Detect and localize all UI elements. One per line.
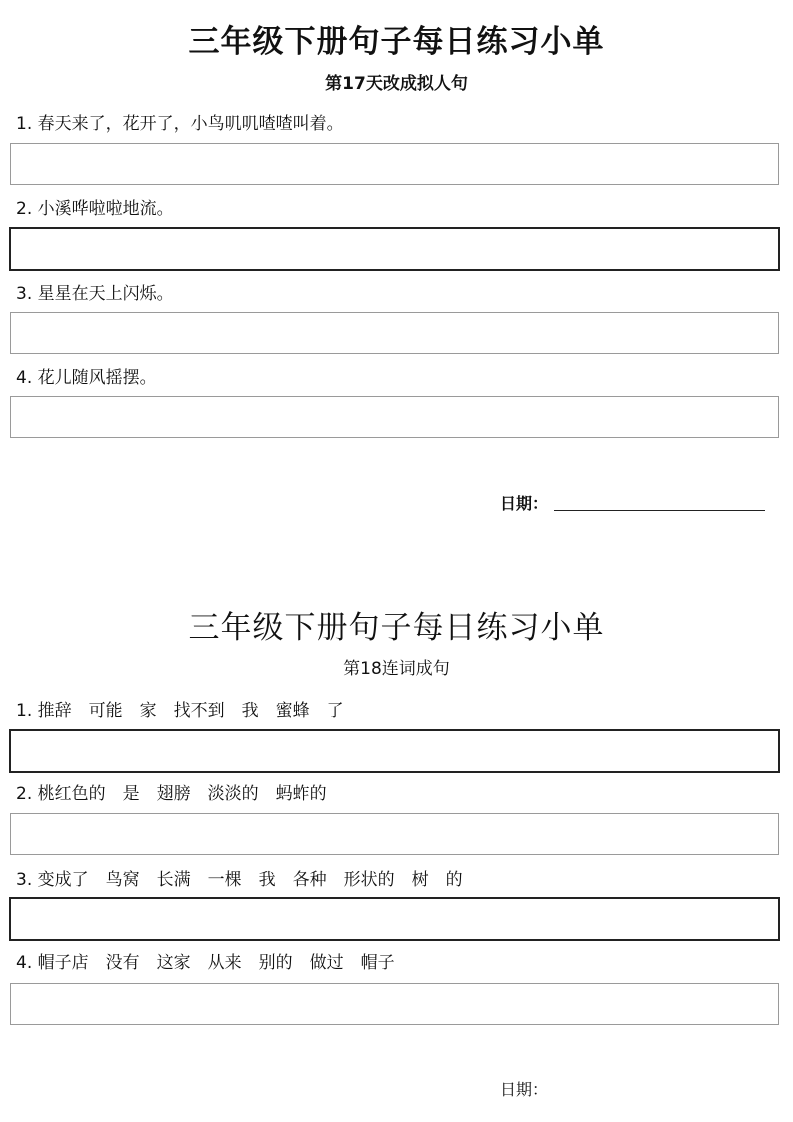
sheet-2-question-3: 3. 变成了 鸟窝 长满 一棵 我 各种 形状的 树 的 — [16, 870, 463, 890]
sheet-1-answer-box-2[interactable] — [9, 227, 780, 271]
sheet-1-question-3: 3. 星星在天上闪烁。 — [16, 284, 174, 304]
sheet-1-question-4: 4. 花儿随风摇摆。 — [16, 368, 157, 388]
sheet-2-answer-box-3[interactable] — [9, 897, 780, 941]
sheet-2-answer-box-4[interactable] — [10, 983, 779, 1025]
sheet-2-question-1: 1. 推辞 可能 家 找不到 我 蜜蜂 了 — [16, 701, 344, 721]
sheet-1-question-1: 1. 春天来了，花开了，小鸟叽叽喳喳叫着。 — [16, 114, 344, 134]
sheet-1-title: 三年级下册句子每日练习小单 — [188, 24, 605, 60]
sheet-1-answer-box-1[interactable] — [10, 143, 779, 185]
sheet-1-answer-box-4[interactable] — [10, 396, 779, 438]
sheet-2-date-label: 日期： — [500, 1080, 549, 1099]
sheet-2-question-2: 2. 桃红色的 是 翅膀 淡淡的 蚂蚱的 — [16, 784, 327, 804]
sheet-2-question-4: 4. 帽子店 没有 这家 从来 别的 做过 帽子 — [16, 953, 395, 973]
sheet-2-answer-box-2[interactable] — [10, 813, 779, 855]
sheet-1-answer-box-3[interactable] — [10, 312, 779, 354]
sheet-1-date-label: 日期： — [500, 494, 549, 513]
sheet-1-date-line[interactable] — [554, 510, 765, 511]
sheet-2-subtitle: 第18连词成句 — [343, 659, 450, 679]
sheet-2-title: 三年级下册句子每日练习小单 — [188, 610, 605, 646]
sheet-2-answer-box-1[interactable] — [9, 729, 780, 773]
sheet-1-question-2: 2. 小溪哗啦啦地流。 — [16, 199, 174, 219]
sheet-1-subtitle: 第17天改成拟人句 — [325, 74, 468, 94]
